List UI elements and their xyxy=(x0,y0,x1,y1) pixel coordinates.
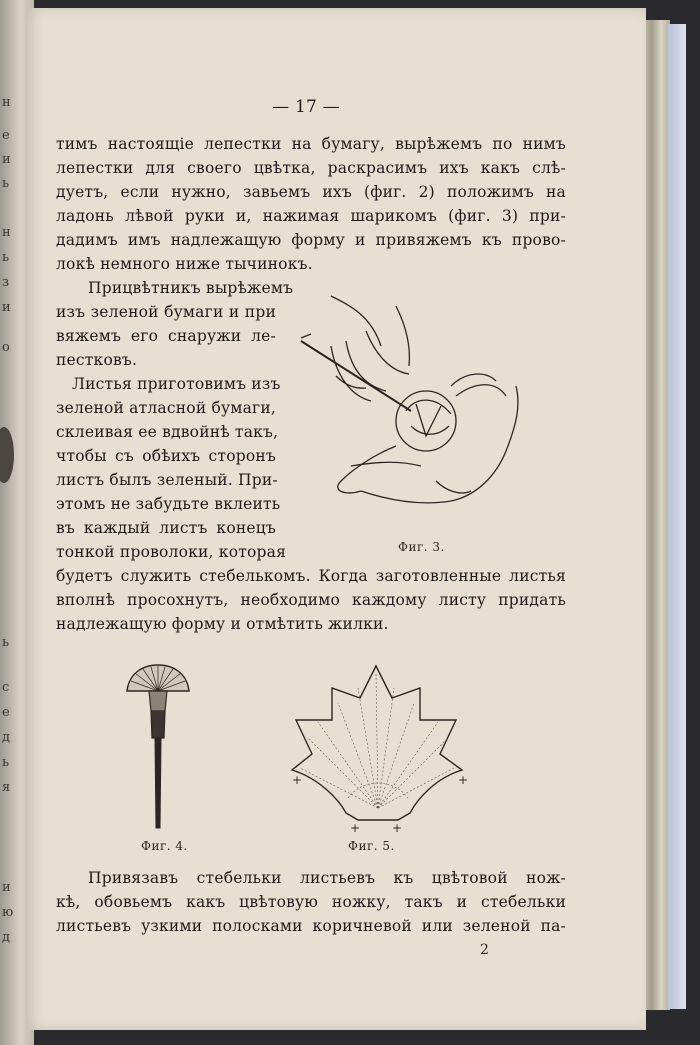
text-line: листъ былъ зеленый. При- xyxy=(56,471,278,489)
text-line: этомъ не забудьте вклеить xyxy=(56,495,281,513)
left-page-fragment: д xyxy=(2,730,11,745)
signature-mark: 2 xyxy=(480,942,490,958)
left-page-fragment: ю xyxy=(2,905,14,920)
svg-text:+: + xyxy=(458,773,469,787)
text-line: изъ зеленой бумаги и при xyxy=(56,303,276,321)
text-line: въ каждый листъ конецъ xyxy=(56,519,276,537)
text-line: зеленой атласной бумаги, xyxy=(56,399,276,417)
text-line: чтобы съ обѣихъ сторонъ xyxy=(56,447,276,465)
left-page-fragment: ь xyxy=(2,176,10,191)
figure-4-caption: Фиг. 4. xyxy=(141,839,188,853)
text-line: Прицвѣтникъ вырѣжемъ xyxy=(88,279,294,297)
left-page-fragment: и xyxy=(2,300,11,315)
text-line: Листья приготовимъ изъ xyxy=(72,375,281,393)
text-line: Привязавъ стебельки листьевъ къ цвѣтовой нож- xyxy=(88,869,566,887)
page-number: — 17 — xyxy=(272,97,340,117)
figure-4-brush-illustration xyxy=(121,663,196,833)
left-page-fragment: н xyxy=(2,225,11,240)
left-page-fragment: и xyxy=(2,152,11,167)
text-line: пестковъ. xyxy=(56,351,138,369)
left-page-fragment: ь xyxy=(2,635,10,650)
text-line: дуетъ, если нужно, завьемъ ихъ (фиг. 2) положимъ на xyxy=(56,183,566,201)
left-page-fragment: з xyxy=(2,275,10,290)
figure-3-hand-illustration xyxy=(291,286,531,521)
text-line: листьевъ узкими полосками коричневой или зеленой па- xyxy=(56,917,566,935)
text-line: вполнѣ просохнутъ, необходимо каждому листу придать xyxy=(56,591,566,609)
text-line: дадимъ имъ надлежащую форму и привяжемъ къ прово- xyxy=(56,231,566,249)
left-page-fragment: ь xyxy=(2,755,10,770)
left-page-illustration xyxy=(0,420,16,490)
text-line: локѣ немного ниже тычинокъ. xyxy=(56,255,313,273)
figure-3-caption: Фиг. 3. xyxy=(398,540,445,554)
text-line: будетъ служить стебелькомъ. Когда заготовленные листья xyxy=(56,567,566,585)
text-line: тонкой проволоки, которая xyxy=(56,543,287,561)
left-page-fragment: с xyxy=(2,680,10,695)
text-line: лепестки для своего цвѣтка, раскрасимъ ихъ какъ слѣ- xyxy=(56,159,566,177)
left-page-fragment: о xyxy=(2,340,10,355)
left-page-fragment: е xyxy=(2,705,10,720)
text-line: вяжемъ его снаружи ле- xyxy=(56,327,276,345)
text-line: кѣ, обовьемъ какъ цвѣтовую ножку, такъ и стебельки xyxy=(56,893,566,911)
left-page-fragment: ь xyxy=(2,250,10,265)
svg-text:+: + xyxy=(392,821,403,833)
book-page xyxy=(26,8,646,1030)
text-line: ладонь лѣвой руки и, нажимая шарикомъ (фиг. 3) при- xyxy=(56,207,566,225)
left-page-fragment: н xyxy=(2,95,11,110)
figure-5-caption: Фиг. 5. xyxy=(348,839,395,853)
svg-text:+: + xyxy=(292,773,303,787)
figure-5-petal-pattern-illustration xyxy=(288,658,473,833)
text-line: надлежащую форму и отмѣтить жилки. xyxy=(56,615,389,633)
text-line: склеивая ее вдвойнѣ такъ, xyxy=(56,423,279,441)
left-page-fragment: д xyxy=(2,930,11,945)
svg-text:+: + xyxy=(350,821,361,833)
left-page-fragment: и xyxy=(2,880,11,895)
left-page-fragment: я xyxy=(2,780,11,795)
book-cover-edge xyxy=(668,24,686,1009)
text-line: тимъ настоящіе лепестки на бумагу, вырѣжемъ по нимъ xyxy=(56,135,566,153)
left-page-fragment: е xyxy=(2,128,10,143)
